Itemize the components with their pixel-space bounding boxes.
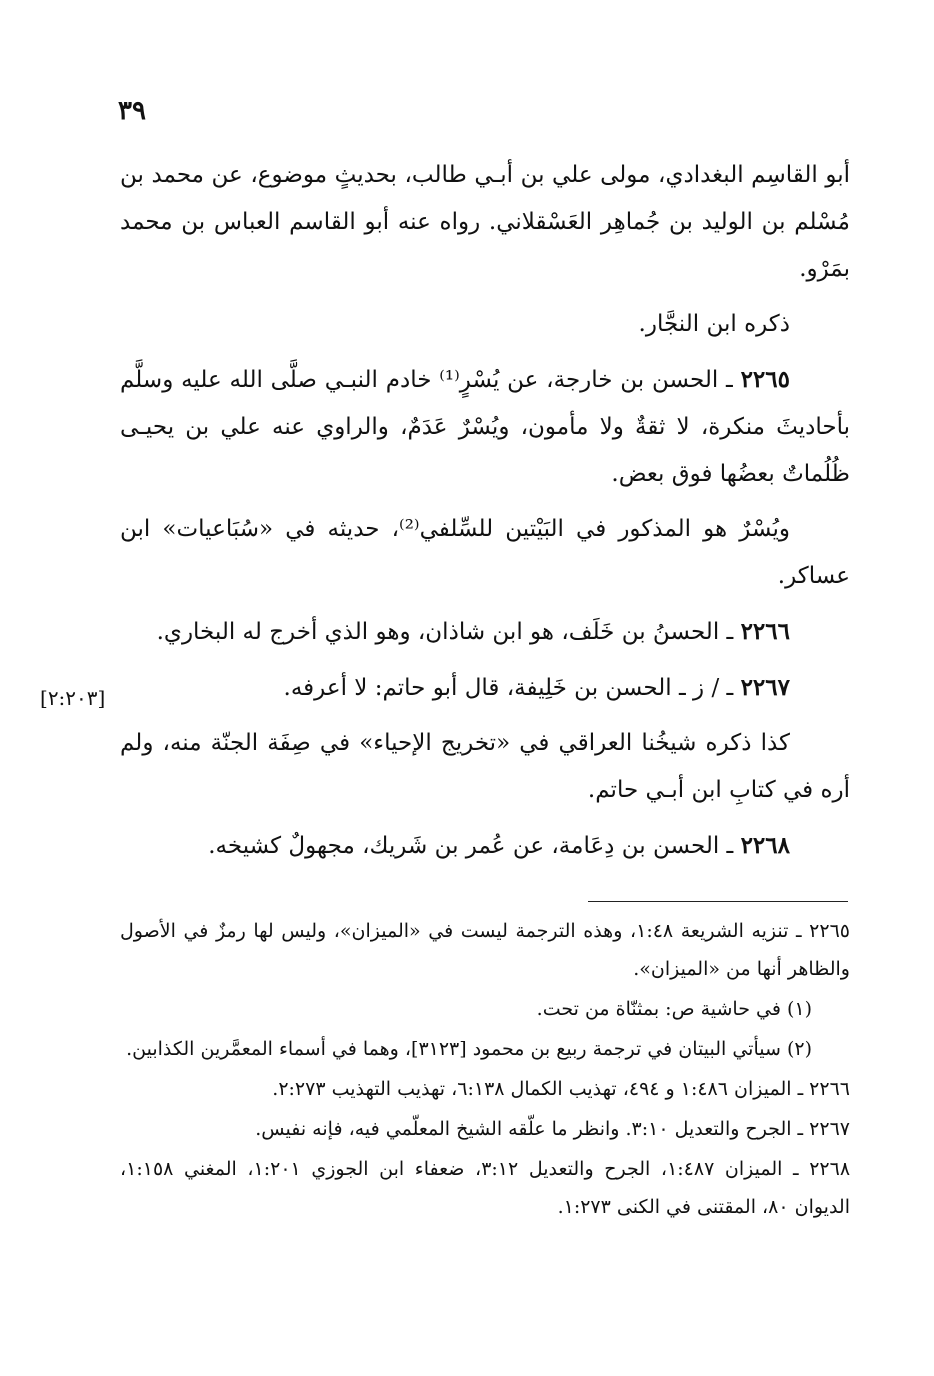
footnote-2265: ٢٢٦٥ ـ تنزيه الشريعة ١:٤٨، وهذه الترجمة ليست في «الميزان»، وليس لها رمزٌ في الأصول والظاهر أنها من «الميزان».	[120, 920, 850, 980]
entry-number: ٢٢٦٧	[740, 674, 790, 701]
footnote-1: (١) في حاشية ص: بمثنّاة من تحت.	[536, 998, 812, 1020]
entry-text: ـ / ز ـ الحسن بن خَلِيفة، قال أبو حاتم: لا أعرفه.	[283, 675, 734, 701]
paragraph-yusr-note: ويُسْرٌ هو المذكور في البَيْتين للسِّلفي⁽²⁾، حديثه في «سُبَاعيات» ابن عساكر.	[120, 516, 850, 589]
entry-2265	[120, 356, 850, 498]
paragraph-continuation: أبو القاسِم البغدادي، مولى علي بن أبـي طالب، بحديثٍ موضوع، عن محمد بن مُسْلم بن الوليد بن جُماهِر العَسْقلاني. رواه عنه أبو القاسم العباس بن محمد بمَرْو.	[120, 162, 850, 282]
entry-number: ٢٢٦٥	[740, 366, 790, 393]
entry-text: ـ الحسنُ بن خَلَف، هو ابن شاذان، وهو الذي أخرج له البخاري.	[156, 619, 734, 645]
entry-text: ـ الحسن بن خارجة، عن يُسْرٍ⁽¹⁾ خادم النبـي صلَّى الله عليه وسلَّم بأحاديثَ منكرة، لا ثقةٌ ولا مأمون، ويُسْرٌ عَدَمٌ، والراوي عنه علي بن يحيـى ظُلُماتٌ بعضُها فوق بعض.	[120, 367, 850, 487]
entry-text: ـ الحسن بن دِعَامة، عن عُمر بن شَريك، مجهولٌ كشيخه.	[208, 833, 734, 859]
entry-number: ٢٢٦٨	[740, 832, 790, 859]
footnote-2267: ٢٢٦٧ ـ الجرح والتعديل ٣:١٠. وانظر ما علّقه الشيخ المعلّمي فيه، فإنه نفيس.	[255, 1118, 850, 1140]
footnotes	[120, 912, 850, 1228]
paragraph-source-note: ذكره ابن النجَّار.	[638, 311, 790, 337]
entry-number: ٢٢٦٦	[740, 618, 790, 645]
entry-2266	[120, 608, 850, 656]
footnote-2: (٢) سيأتي البيتان في ترجمة ربيع بن محمود [٣١٢٣]، وهما في أسماء المعمَّرين الكذابين.	[126, 1038, 812, 1060]
entry-2268	[120, 822, 850, 870]
main-text	[120, 152, 850, 878]
entry-2267	[120, 664, 850, 712]
paragraph-iraqi-note: كذا ذكره شيخُنا العراقي في «تخريج الإحياء» في صِفَة الجنّة منه، ولم أره في كتابِ ابن أبـي حاتم.	[120, 730, 850, 803]
footnote-2268: ٢٢٦٨ ـ الميزان ١:٤٨٧، الجرح والتعديل ٣:١٢، ضعفاء ابن الجوزي ١:٢٠١، المغني ١:١٥٨، الديوان ٨٠، المقتنى في الكنى ١:٢٧٣.	[120, 1158, 851, 1218]
footnote-divider	[588, 901, 848, 902]
margin-reference: [٢:٢٠٣]	[40, 686, 106, 710]
footnote-2266: ٢٢٦٦ ـ الميزان ١:٤٨٦ و ٤٩٤، تهذيب الكمال ٦:١٣٨، تهذيب التهذيب ٢:٢٧٣.	[272, 1078, 850, 1100]
page-number: ٣٩	[118, 96, 146, 126]
